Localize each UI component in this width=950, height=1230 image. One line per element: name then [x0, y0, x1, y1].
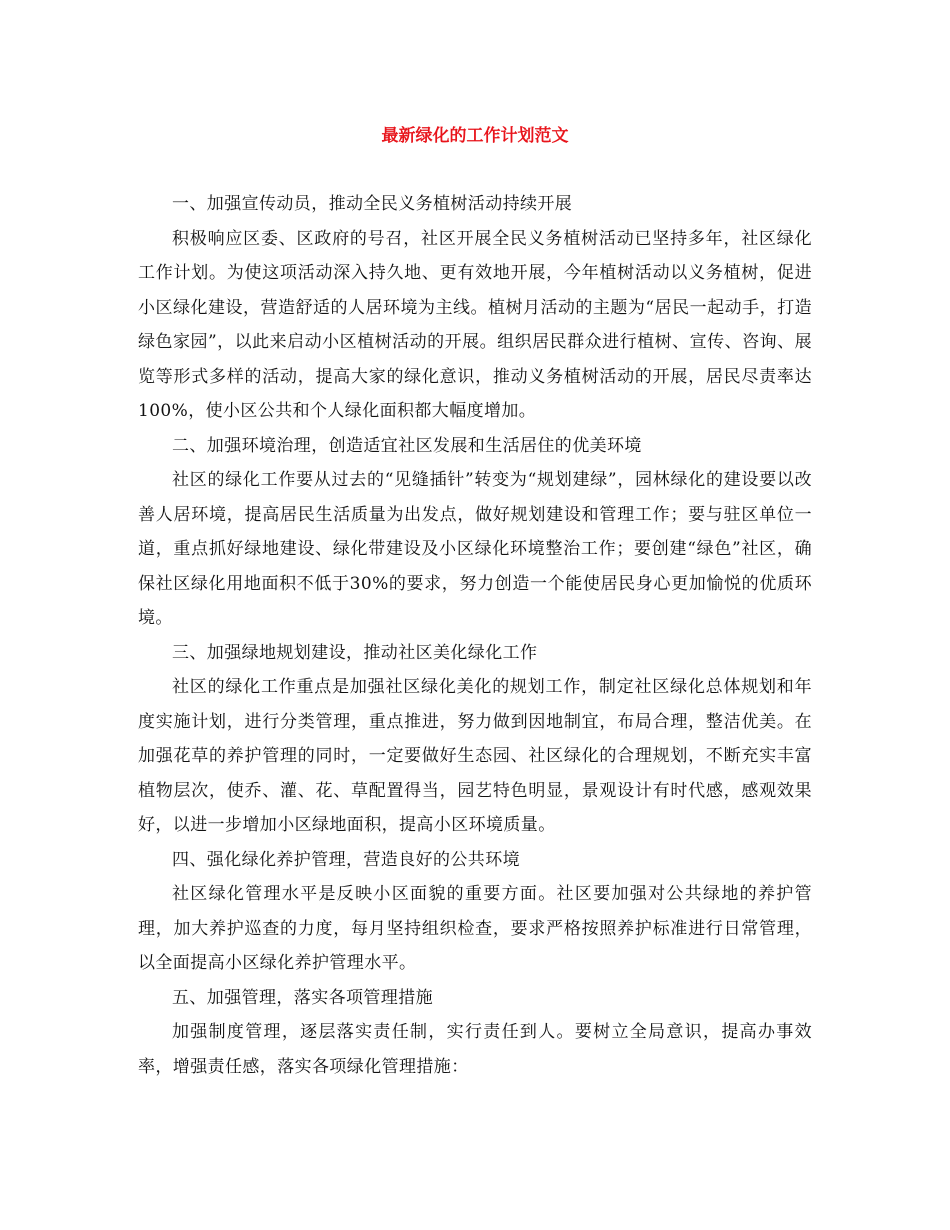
section-heading-5: 五、加强管理，落实各项管理措施 [172, 987, 433, 1008]
document-title: 最新绿化的工作计划范文 [381, 126, 569, 146]
section-heading-1: 一、加强宣传动员，推动全民义务植树活动持续开展 [172, 194, 573, 214]
section-paragraph-5: 加强制度管理，逐层落实责任制，实行责任到人。要树立全局意识，提高办事效率，增强责任感，落实各项绿化管理措施： [138, 1022, 812, 1077]
section-heading-3: 三、加强绿地规划建设，推动社区美化绿化工作 [172, 642, 538, 663]
section-paragraph-2: 社区的绿化工作要从过去的“见缝插针”转变为“规划建绿”，园林绿化的建设要以改善人居环境，提高居民生活质量为出发点，做好规划建设和管理工作；要与驻区单位一道，重点抓好绿地建设、绿化带建设及小区绿化环境整治工作；要创建“绿色”社区，确保社区绿化用地面积不低于30%的要求，努力创造一个能使居民身心更加愉悦的优质环境。 [138, 470, 812, 628]
section-heading-2: 二、加强环境治理，创造适宜社区发展和生活居住的优美环境 [172, 435, 642, 456]
section-paragraph-1: 积极响应区委、区政府的号召，社区开展全民义务植树活动已坚持多年，社区绿化工作计划。为使这项活动深入持久地、更有效地开展，今年植树活动以义务植树，促进小区绿化建设，营造舒适的人居环境为主线。植树月活动的主题为“居民一起动手，打造绿色家园”，以此来启动小区植树活动的开展。组织居民群众进行植树、宣传、咨询、展览等形式多样的活动，提高大家的绿化意识，推动义务植树活动的开展，居民尽责率达100%，使小区公共和个人绿化面积都大幅度增加。 [138, 228, 812, 421]
section-paragraph-4: 社区绿化管理水平是反映小区面貌的重要方面。社区要加强对公共绿地的养护管理，加大养护巡查的力度，每月坚持组织检查，要求严格按照养护标准进行日常管理，以全面提高小区绿化养护管理水平。 [138, 884, 812, 973]
document-body [138, 187, 812, 1084]
section-paragraph-3: 社区的绿化工作重点是加强社区绿化美化的规划工作，制定社区绿化总体规划和年度实施计划，进行分类管理，重点推进，努力做到因地制宜，布局合理，整洁优美。在加强花草的养护管理的同时，一定要做好生态园、社区绿化的合理规划，不断充实丰富植物层次，使乔、灌、花、草配置得当，园艺特色明显，景观设计有时代感，感观效果好，以进一步增加小区绿地面积，提高小区环境质量。 [138, 677, 812, 835]
section-heading-4: 四、强化绿化养护管理，营造良好的公共环境 [172, 849, 520, 870]
